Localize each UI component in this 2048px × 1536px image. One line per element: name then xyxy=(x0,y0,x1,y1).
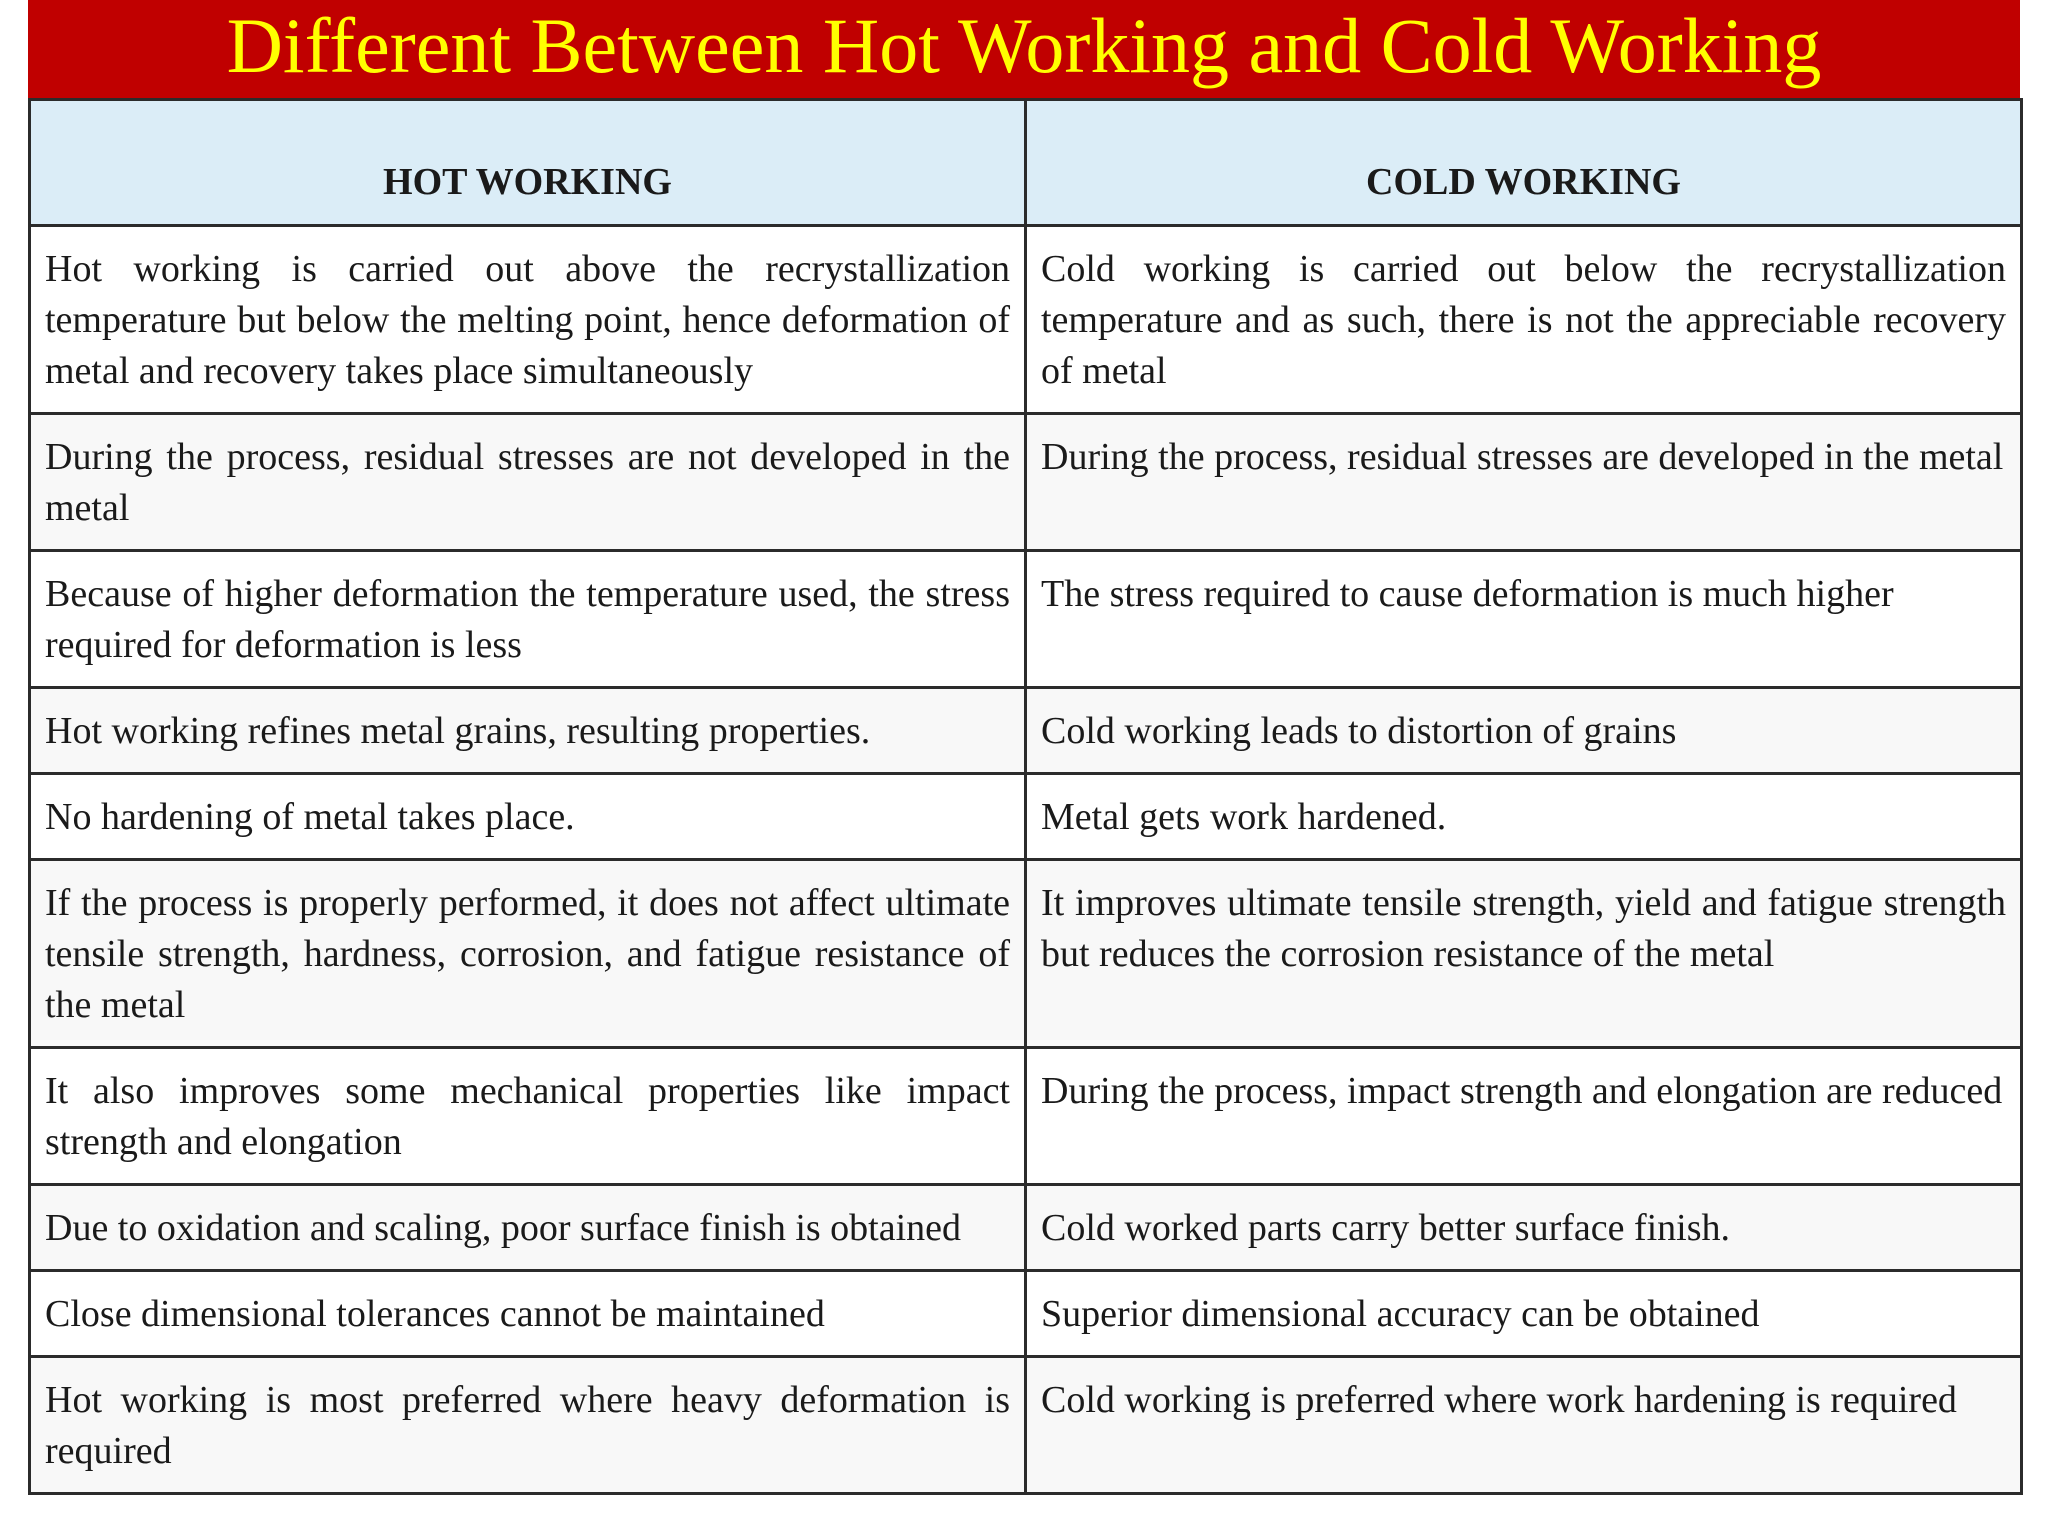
cold-working-cell: Cold working is carried out below the recrystallization temperature and as such, there is not the appreciable recovery of metal xyxy=(1026,226,2022,414)
table-row xyxy=(30,226,2022,414)
cold-working-cell: Cold working is preferred where work hardening is required xyxy=(1026,1357,2022,1494)
table-row xyxy=(30,1185,2022,1271)
hot-working-cell: During the process, residual stresses are not developed in the metal xyxy=(30,414,1026,551)
cold-working-cell: Cold worked parts carry better surface finish. xyxy=(1026,1185,2022,1271)
table-row xyxy=(30,551,2022,688)
hot-working-cell: Close dimensional tolerances cannot be maintained xyxy=(30,1271,1026,1357)
cold-working-cell: Superior dimensional accuracy can be obtained xyxy=(1026,1271,2022,1357)
cold-working-cell: During the process, residual stresses are developed in the metal xyxy=(1026,414,2022,551)
table-row xyxy=(30,414,2022,551)
table-row xyxy=(30,1357,2022,1494)
cold-working-cell: It improves ultimate tensile strength, yield and fatigue strength but reduces the corrosion resistance of the metal xyxy=(1026,860,2022,1048)
header-row xyxy=(30,100,2022,226)
header-hot-working: HOT WORKING xyxy=(30,100,1026,226)
hot-working-cell: Because of higher deformation the temperature used, the stress required for deformation is less xyxy=(30,551,1026,688)
table-row xyxy=(30,774,2022,860)
header-cold-working: COLD WORKING xyxy=(1026,100,2022,226)
hot-working-cell: Hot working refines metal grains, resulting properties. xyxy=(30,688,1026,774)
cold-working-cell: During the process, impact strength and elongation are reduced xyxy=(1026,1048,2022,1185)
page-title: Different Between Hot Working and Cold Working xyxy=(226,2,1822,89)
table-row xyxy=(30,860,2022,1048)
cold-working-cell: Metal gets work hardened. xyxy=(1026,774,2022,860)
cold-working-cell: The stress required to cause deformation is much higher xyxy=(1026,551,2022,688)
hot-working-cell: No hardening of metal takes place. xyxy=(30,774,1026,860)
table-row xyxy=(30,688,2022,774)
hot-working-cell: It also improves some mechanical properties like impact strength and elongation xyxy=(30,1048,1026,1185)
table-row xyxy=(30,1048,2022,1185)
hot-working-cell: Due to oxidation and scaling, poor surface finish is obtained xyxy=(30,1185,1026,1271)
title-banner xyxy=(28,0,2020,98)
cold-working-cell: Cold working leads to distortion of grains xyxy=(1026,688,2022,774)
hot-working-cell: Hot working is most preferred where heavy deformation is required xyxy=(30,1357,1026,1494)
hot-working-cell: Hot working is carried out above the recrystallization temperature but below the melting point, hence deformation of metal and recovery takes place simultaneously xyxy=(30,226,1026,414)
hot-working-cell: If the process is properly performed, it does not affect ultimate tensile strength, hardness, corrosion, and fatigue resistance of the metal xyxy=(30,860,1026,1048)
table-row xyxy=(30,1271,2022,1357)
comparison-table xyxy=(28,98,2023,1495)
